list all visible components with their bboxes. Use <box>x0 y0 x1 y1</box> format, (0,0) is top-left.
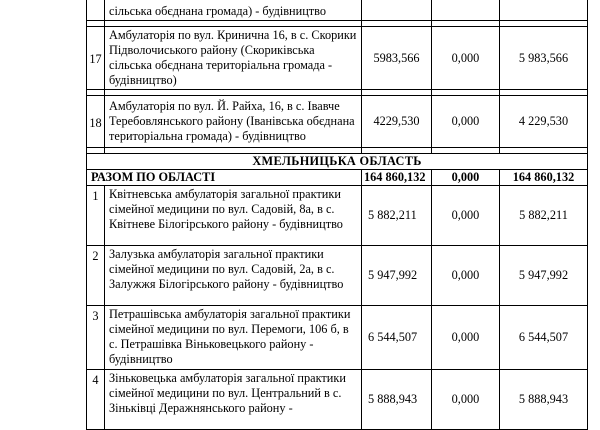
planned-value: 5 947,992 <box>362 246 432 306</box>
row-number: 17 <box>87 27 105 90</box>
row-number: 2 <box>87 246 105 306</box>
description-line: будівництво) <box>109 73 177 87</box>
description-line: Петрашівська амбулаторія загальної практики <box>109 307 351 321</box>
zero-value: 0,000 <box>432 96 500 148</box>
description-line: сімейної медицини по вул. Перемоги, 106 б, в <box>109 322 349 336</box>
planned-value: 5 882,211 <box>362 186 432 246</box>
description-line: Квітневська амбулаторія загальної практики <box>109 187 341 201</box>
description-line: Залужжя Білогірського району - будівництво <box>109 277 344 291</box>
table-row <box>87 306 588 370</box>
row-number: 4 <box>87 370 105 430</box>
description-line: Амбулаторія по вул. Й. Райха, 16, в с. Івавче <box>109 99 340 113</box>
region-total-total: 164 860,132 <box>500 170 588 186</box>
zero-value: 0,000 <box>432 306 500 370</box>
zero-value: 0,000 <box>432 27 500 90</box>
row-number: 1 <box>87 186 105 246</box>
region-total-row <box>87 170 588 186</box>
row-description <box>105 96 362 148</box>
description-line: сімейної медицини по вул. Садовій, 2а, в с. <box>109 262 335 276</box>
total-value: 4 229,530 <box>500 96 588 148</box>
table-row <box>87 246 588 306</box>
description-line: Залузька амбулаторія загальної практики <box>109 247 324 261</box>
row-description <box>105 0 362 21</box>
row-description <box>105 306 362 370</box>
zero-value <box>432 0 500 21</box>
total-value: 5 888,943 <box>500 370 588 430</box>
total-value: 5 983,566 <box>500 27 588 90</box>
zero-value: 0,000 <box>432 246 500 306</box>
planned-value: 5983,566 <box>362 27 432 90</box>
description-line: сімейної медицини по вул. Центральний в с. <box>109 386 342 400</box>
table-row <box>87 27 588 90</box>
description-line: сімейної медицини по вул. Садовій, 8а, в с. <box>109 202 335 216</box>
description-line: Амбулаторія по вул. Кринична 16, в с. Скорики <box>109 28 357 42</box>
description-line: будівництво <box>109 352 173 366</box>
description-line: Підволочиського району (Скориківська <box>109 43 315 57</box>
table-row <box>87 186 588 246</box>
zero-value: 0,000 <box>432 186 500 246</box>
row-description <box>105 246 362 306</box>
total-value <box>500 0 588 21</box>
region-header-row <box>87 154 588 170</box>
row-number <box>87 0 105 21</box>
planned-value <box>362 0 432 21</box>
description-line: Квітневе Білогірського району - будівництво <box>109 217 343 231</box>
description-line: Теребовлянського району (Іванівська обєднана <box>109 114 355 128</box>
region-total-label: РАЗОМ ПО ОБЛАСТІ <box>87 170 362 186</box>
planned-value: 6 544,507 <box>362 306 432 370</box>
total-value: 5 947,992 <box>500 246 588 306</box>
region-total-zero: 0,000 <box>432 170 500 186</box>
total-value: 6 544,507 <box>500 306 588 370</box>
table-row <box>87 0 588 21</box>
description-line: с. Петрашівка Віньковецького району - <box>109 337 314 351</box>
total-value: 5 882,211 <box>500 186 588 246</box>
planned-value: 4229,530 <box>362 96 432 148</box>
planned-value: 5 888,943 <box>362 370 432 430</box>
zero-value: 0,000 <box>432 370 500 430</box>
row-description <box>105 27 362 90</box>
description-line: Зіньківці Деражнянського району - <box>109 401 293 415</box>
row-number: 18 <box>87 96 105 148</box>
description-line: сільська обєднана територіальна громада - <box>109 58 333 72</box>
funding-table <box>86 0 588 430</box>
region-total-planned: 164 860,132 <box>362 170 432 186</box>
region-title: ХМЕЛЬНИЦЬКА ОБЛАСТЬ <box>87 154 588 170</box>
description-line: Зіньковецька амбулаторія загальної практики <box>109 371 346 385</box>
description-line: сільська обєднана громада) - будівництво <box>109 4 327 18</box>
row-description <box>105 186 362 246</box>
description-line: територіальна громада) - будівництво <box>109 129 306 143</box>
row-number: 3 <box>87 306 105 370</box>
table-row <box>87 96 588 148</box>
